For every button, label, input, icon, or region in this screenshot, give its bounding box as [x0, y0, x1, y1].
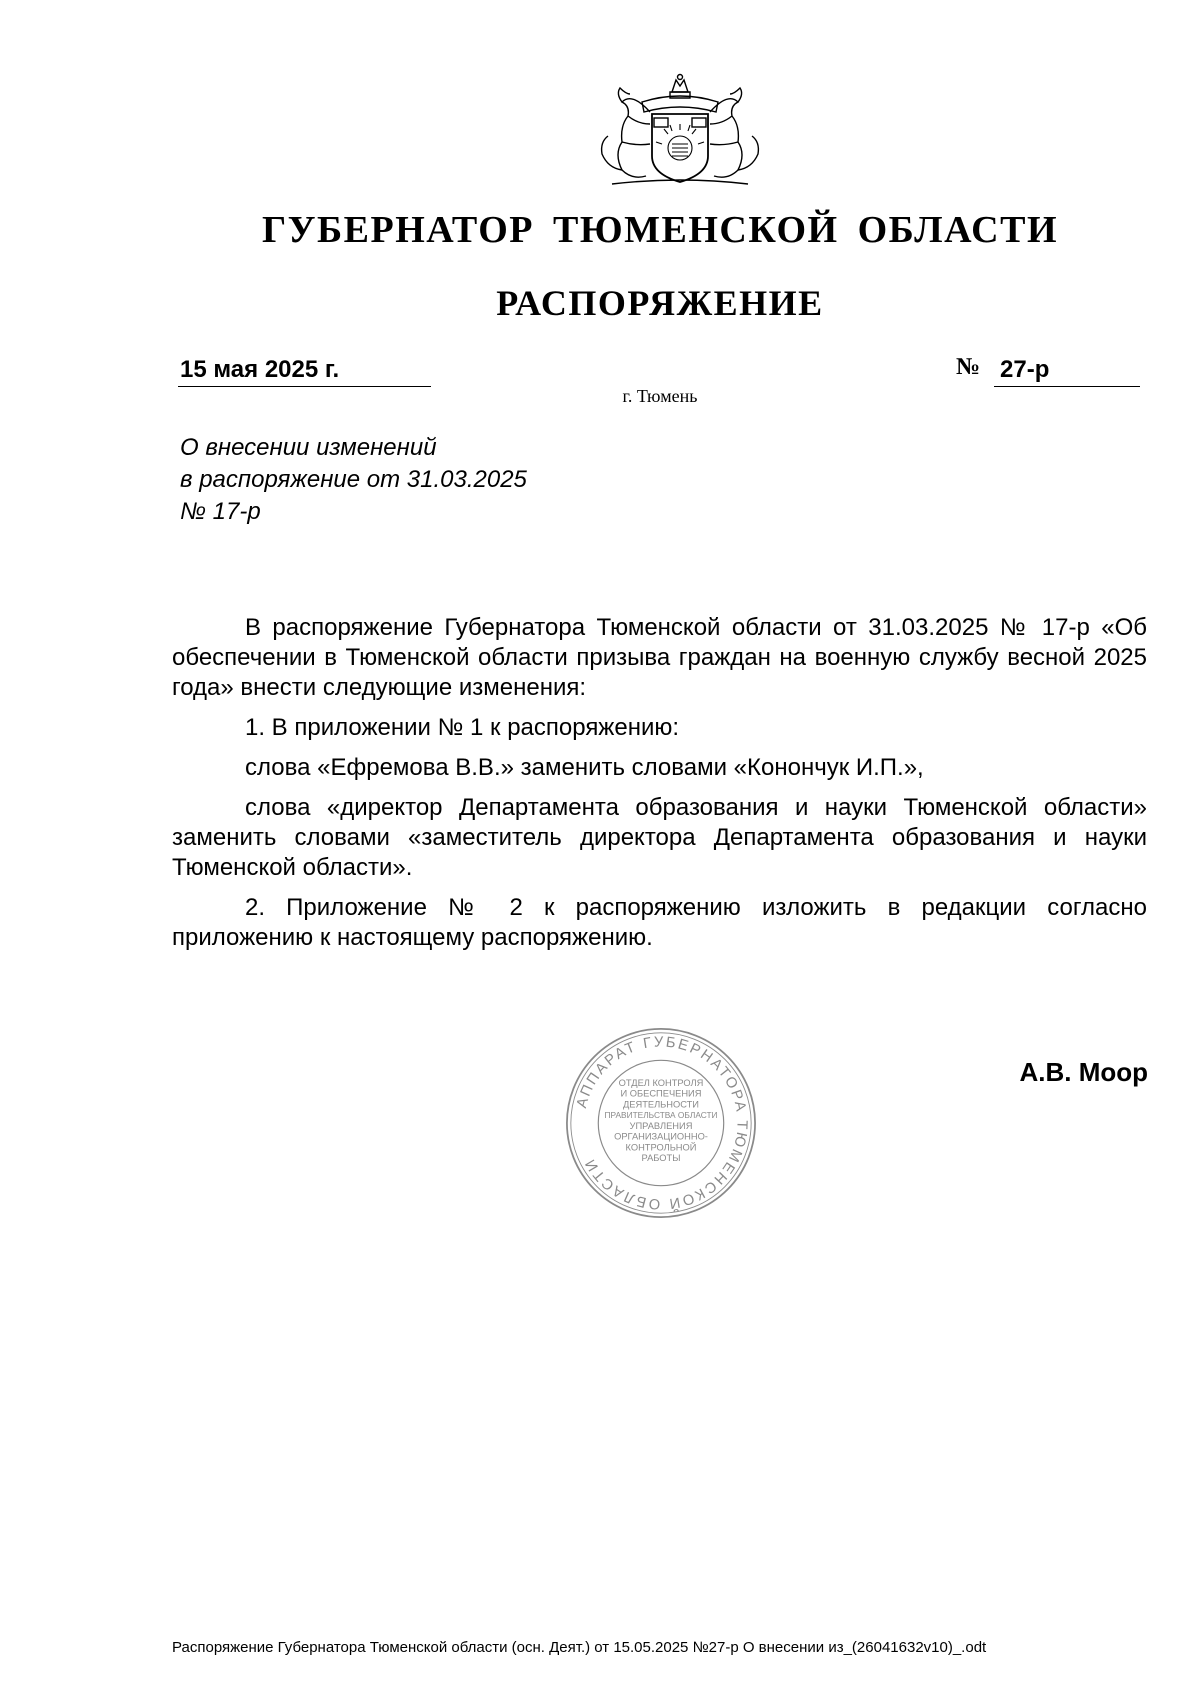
- body-paragraph: 1. В приложении № 1 к распоряжению:: [245, 714, 680, 741]
- document-date: [178, 352, 431, 387]
- body-paragraph: слова «Ефремова В.В.» заменить словами «Конончук И.П.»,: [245, 754, 924, 781]
- document-number-value: 27-р: [1000, 356, 1050, 383]
- seal-inner-line: ПРАВИТЕЛЬСТВА ОБЛАСТИ: [604, 1110, 718, 1121]
- official-seal-icon: [563, 1025, 759, 1221]
- seal-inner-line: И ОБЕСПЕЧЕНИЯ: [620, 1088, 702, 1099]
- document-body: [172, 613, 1147, 963]
- subject-line: в распоряжение от 31.03.2025: [180, 466, 527, 493]
- document-number: [994, 352, 1140, 387]
- seal-inner-line: РАБОТЫ: [641, 1153, 681, 1164]
- organization-title: ГУБЕРНАТОР ТЮМЕНСКОЙ ОБЛАСТИ: [261, 209, 1059, 251]
- seal-outer-text-path: АППАРАТ ГУБЕРНАТОРА ТЮМЕНСКОЙ ОБЛАСТИ: [574, 1034, 750, 1212]
- footer-file-info: Распоряжение Губернатора Тюменской области (осн. Деят.) от 15.05.2025 №27-р О внесении из_(26041632v10)_.odt: [172, 1639, 987, 1656]
- city: г. Тюмень: [622, 386, 698, 406]
- seal-inner-line: ОРГАНИЗАЦИОННО-: [614, 1131, 708, 1142]
- seal-inner-line: ОТДЕЛ КОНТРОЛЯ: [618, 1077, 704, 1088]
- number-label: №: [956, 354, 981, 380]
- seal-inner-line: ДЕЯТЕЛЬНОСТИ: [622, 1099, 700, 1110]
- document-type: РАСПОРЯЖЕНИЕ: [496, 283, 824, 323]
- seal-inner-line: КОНТРОЛЬНОЙ: [625, 1142, 697, 1153]
- coat-of-arms-icon: [592, 72, 768, 190]
- subject-line: О внесении изменений: [180, 434, 437, 461]
- seal-inner-line: УПРАВЛЕНИЯ: [629, 1120, 693, 1131]
- document-date-value: 15 мая 2025 г.: [180, 356, 340, 383]
- body-paragraph: слова «директор Департамента образования и науки Тюменской области» заменить словами «заместитель директора Департамента образования и науки Тюменской области».: [172, 794, 1147, 881]
- body-paragraph: 2. Приложение № 2 к распоряжению изложить в редакции согласно приложению к настоящему распоряжению.: [172, 894, 1147, 951]
- subject-line: № 17-р: [180, 498, 261, 525]
- signatory-name: А.В. Моор: [1019, 1057, 1148, 1087]
- document-subject: [180, 432, 700, 528]
- body-paragraph: В распоряжение Губернатора Тюменской области от 31.03.2025 № 17-р «Об обеспечении в Тюменской области призыва граждан на военную службу весной 2025 года» внести следующие изменения:: [172, 614, 1147, 701]
